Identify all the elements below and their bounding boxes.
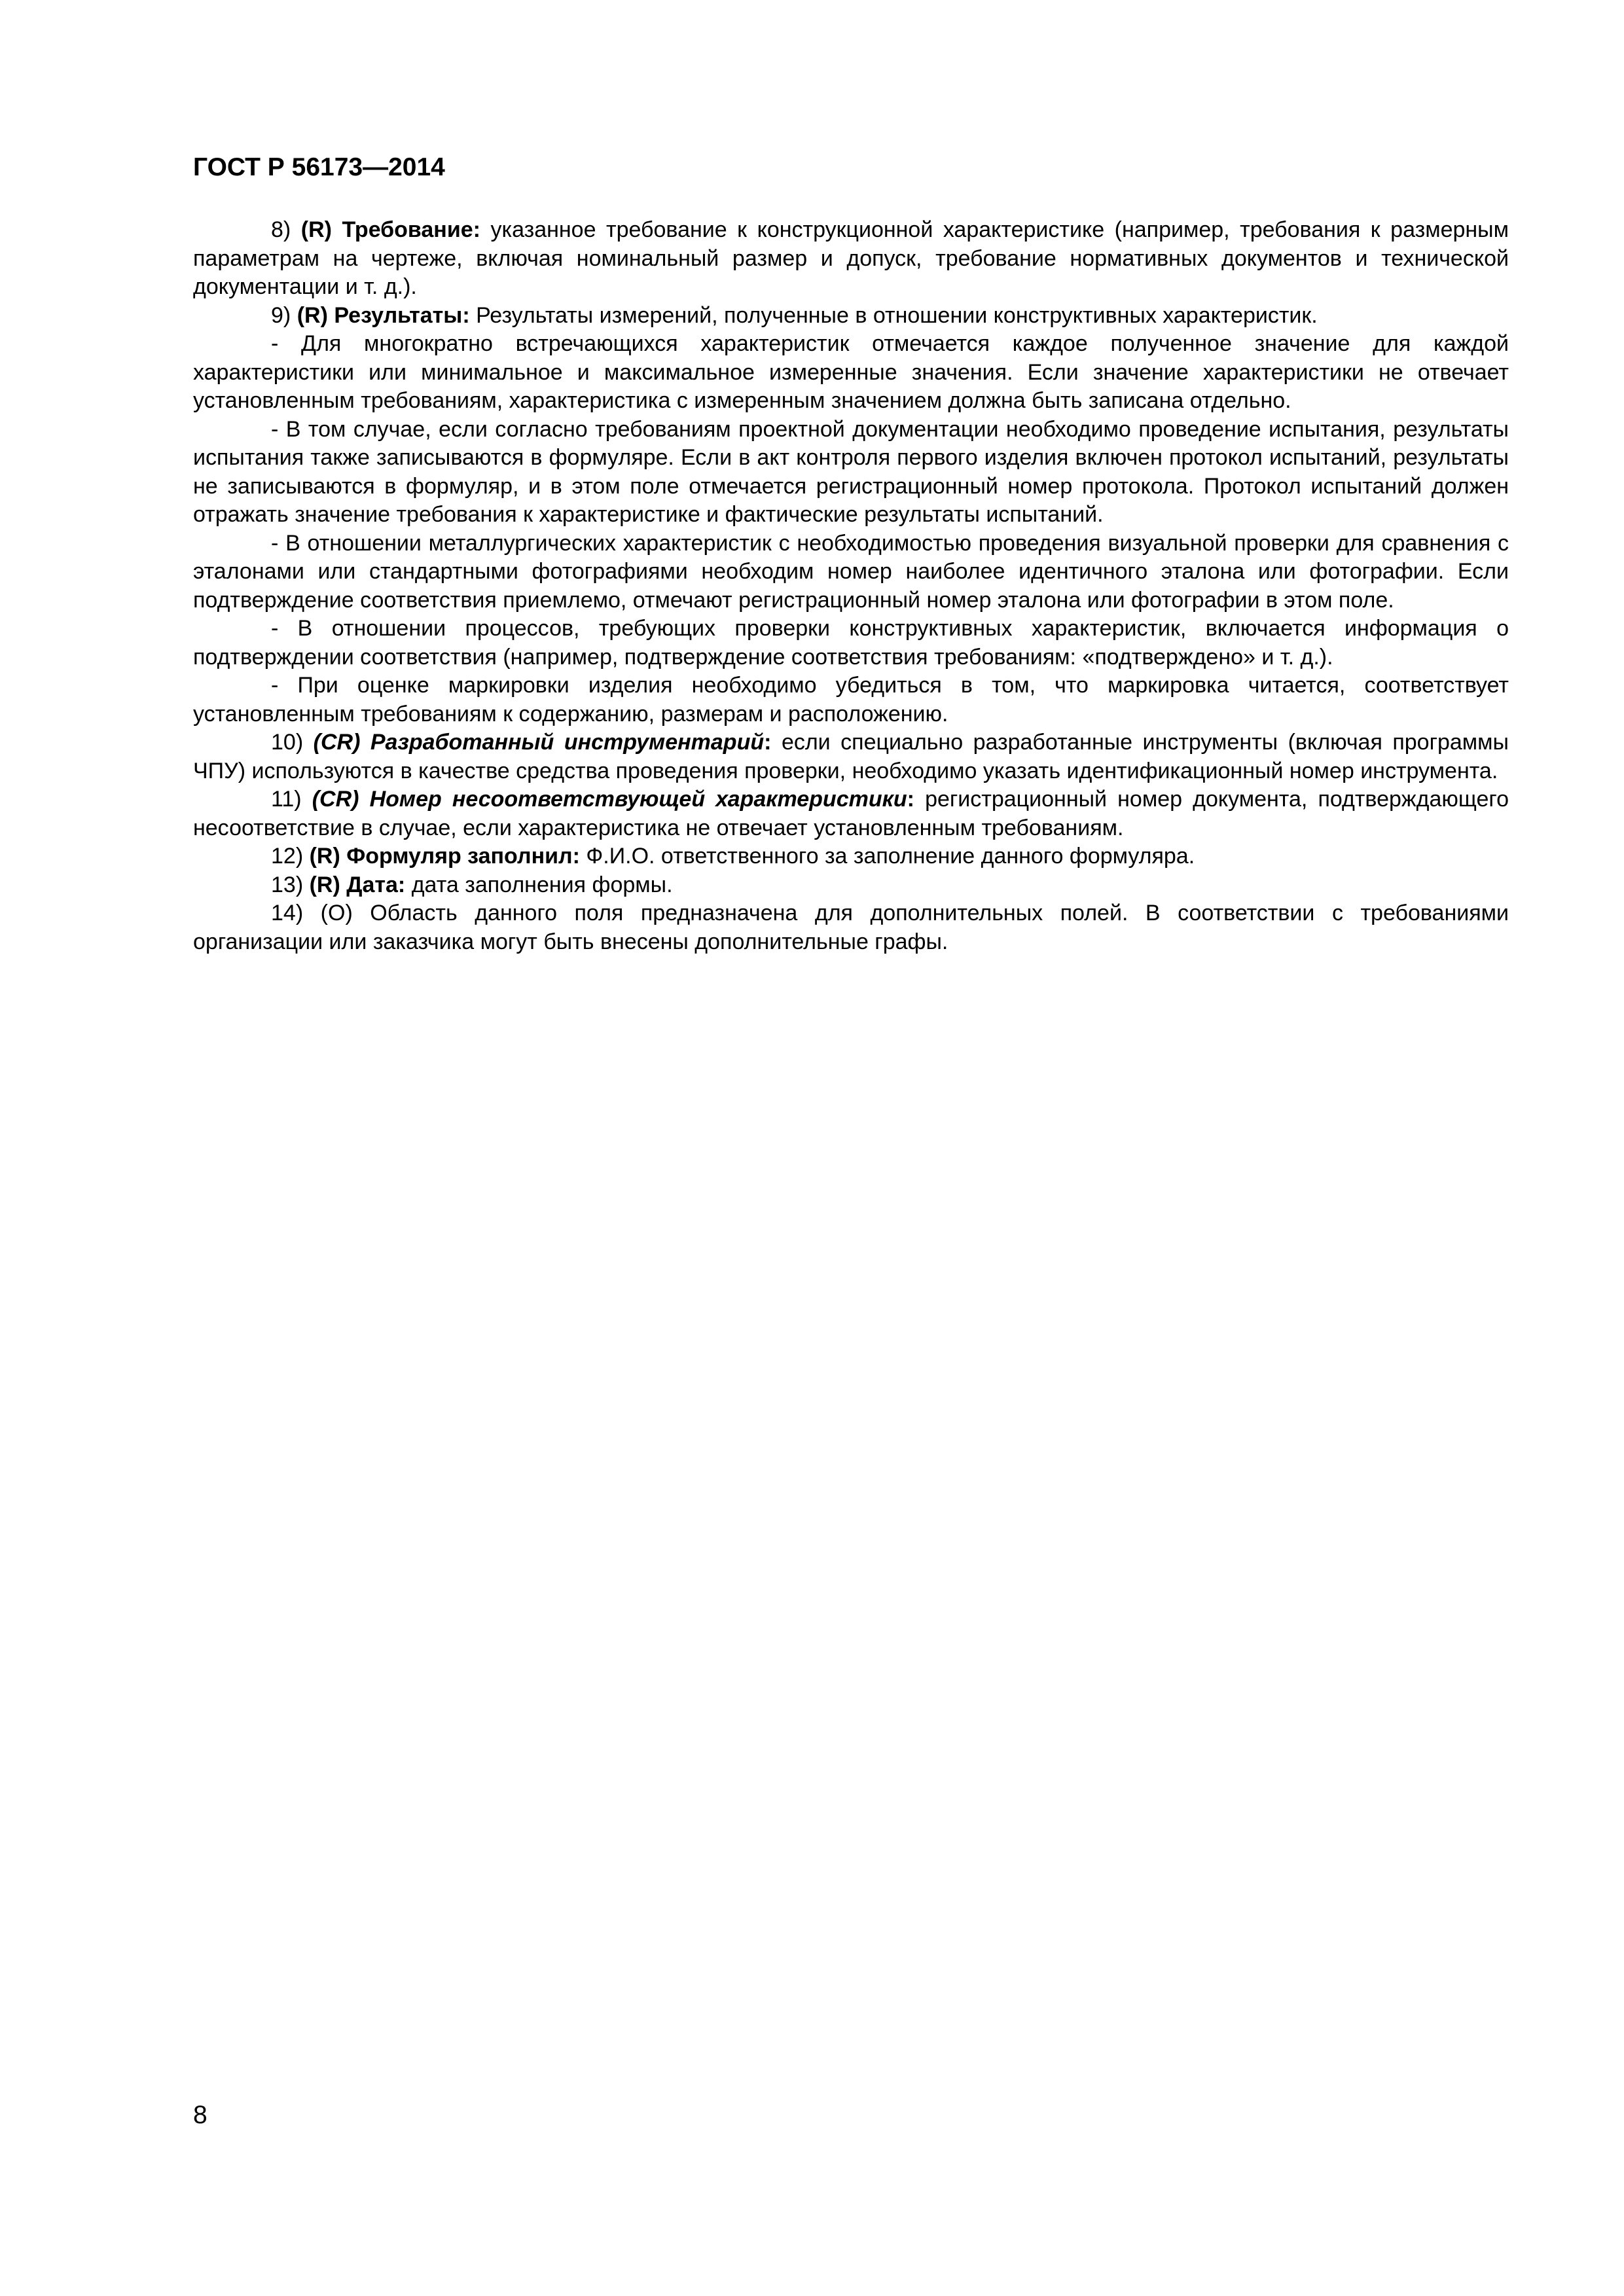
list-item-metallurgical (193, 529, 1509, 615)
page-header: ГОСТ Р 56173—2014 (193, 153, 445, 181)
paragraph-number: 14) (271, 901, 304, 925)
paragraph-text: - При оценке маркировки изделия необходимо убедиться в том, что маркировка читается, соответствует установленным требованиям к содержанию, размерам и расположению. (193, 673, 1509, 726)
paragraph-text: - В отношении металлургических характеристик с необходимостью проведения визуальной проверки для сравнения с эталонами или стандартными фотографиями необходим номер наиболее идентичного эталона или фотографии. Если подтверждение соответствия приемлемо, отмечают регистрационный номер эталона или фотографии в этом поле. (193, 530, 1509, 613)
paragraph-text: - Для многократно встречающихся характеристик отмечается каждое полученное значение для каждой характеристики или минимальное и максимальное измеренные значения. Если значение характеристики не отвечает установленным требованиям, характеристика с измеренным значением должна быть записана отдельно. (193, 331, 1509, 413)
field-label-colon: : (764, 730, 772, 755)
paragraph-text: (О) Область данного поля предназначена для дополнительных полей. В соответствии с требованиями организации или заказчика могут быть внесены дополнительные графы. (193, 901, 1509, 954)
paragraph-text: если специально разработанные инструменты (включая программы ЧПУ) используются в качестве средства проведения проверки, необходимо указать идентификационный номер инструмента. (193, 730, 1509, 783)
field-label: (R) Требование: (300, 217, 480, 242)
list-item-repeated-characteristics (193, 330, 1509, 416)
paragraph-11 (193, 785, 1509, 842)
list-item-marking (193, 672, 1509, 728)
paragraph-12 (193, 842, 1509, 871)
paragraph-number: 12) (271, 844, 304, 869)
paragraph-number: 10) (271, 730, 304, 755)
list-item-processes (193, 615, 1509, 672)
list-item-test-results (193, 416, 1509, 529)
field-label: (R) Формуляр заполнил: (309, 844, 580, 869)
paragraph-number: 8) (271, 217, 291, 242)
paragraph-text: регистрационный номер документа, подтверждающего несоответствие в случае, если характеристика не отвечает установленным требованиям. (193, 787, 1509, 840)
paragraph-10 (193, 728, 1509, 785)
paragraph-text: дата заполнения формы. (411, 872, 673, 897)
paragraph-13 (193, 871, 1509, 900)
paragraph-9 (193, 302, 1509, 331)
field-label-colon: : (907, 787, 914, 812)
paragraph-text: - В отношении процессов, требующих проверки конструктивных характеристик, включается информация о подтверждении соответствия (например, подтверждение соответствия требованиям: «подтверждено» и т. д.). (193, 616, 1509, 670)
paragraph-8 (193, 216, 1509, 302)
paragraph-text: Результаты измерений, полученные в отношении конструктивных характеристик. (476, 302, 1318, 328)
paragraph-number: 9) (271, 302, 291, 328)
paragraph-number: 11) (271, 787, 302, 812)
paragraph-number: 13) (271, 872, 304, 897)
page-number: 8 (193, 2101, 208, 2129)
field-label: (R) Дата: (309, 872, 406, 897)
paragraph-14 (193, 899, 1509, 956)
paragraph-text: - В том случае, если согласно требованиям проектной документации необходимо проведение испытания, результаты испытания также записываются в формуляре. Если в акт контроля первого изделия включен протокол испытаний, результаты не записываются в формуляр, и в этом поле отмечается регистрационный номер протокола. Протокол испытаний должен отражать значение требования к характеристике и фактические результаты испытаний. (193, 416, 1509, 527)
document-body (193, 216, 1509, 956)
field-label: (CR) Номер несоответствующей характеристики (312, 787, 907, 812)
paragraph-text: указанное требование к конструкционной характеристике (например, требования к размерным параметрам на чертеже, включая номинальный размер и допуск, требование нормативных документов и технической документации и т. д.). (193, 217, 1509, 299)
field-label: (CR) Разработанный инструментарий (313, 730, 765, 755)
paragraph-text: Ф.И.О. ответственного за заполнение данного формуляра. (586, 844, 1195, 869)
field-label: (R) Результаты: (297, 302, 470, 328)
